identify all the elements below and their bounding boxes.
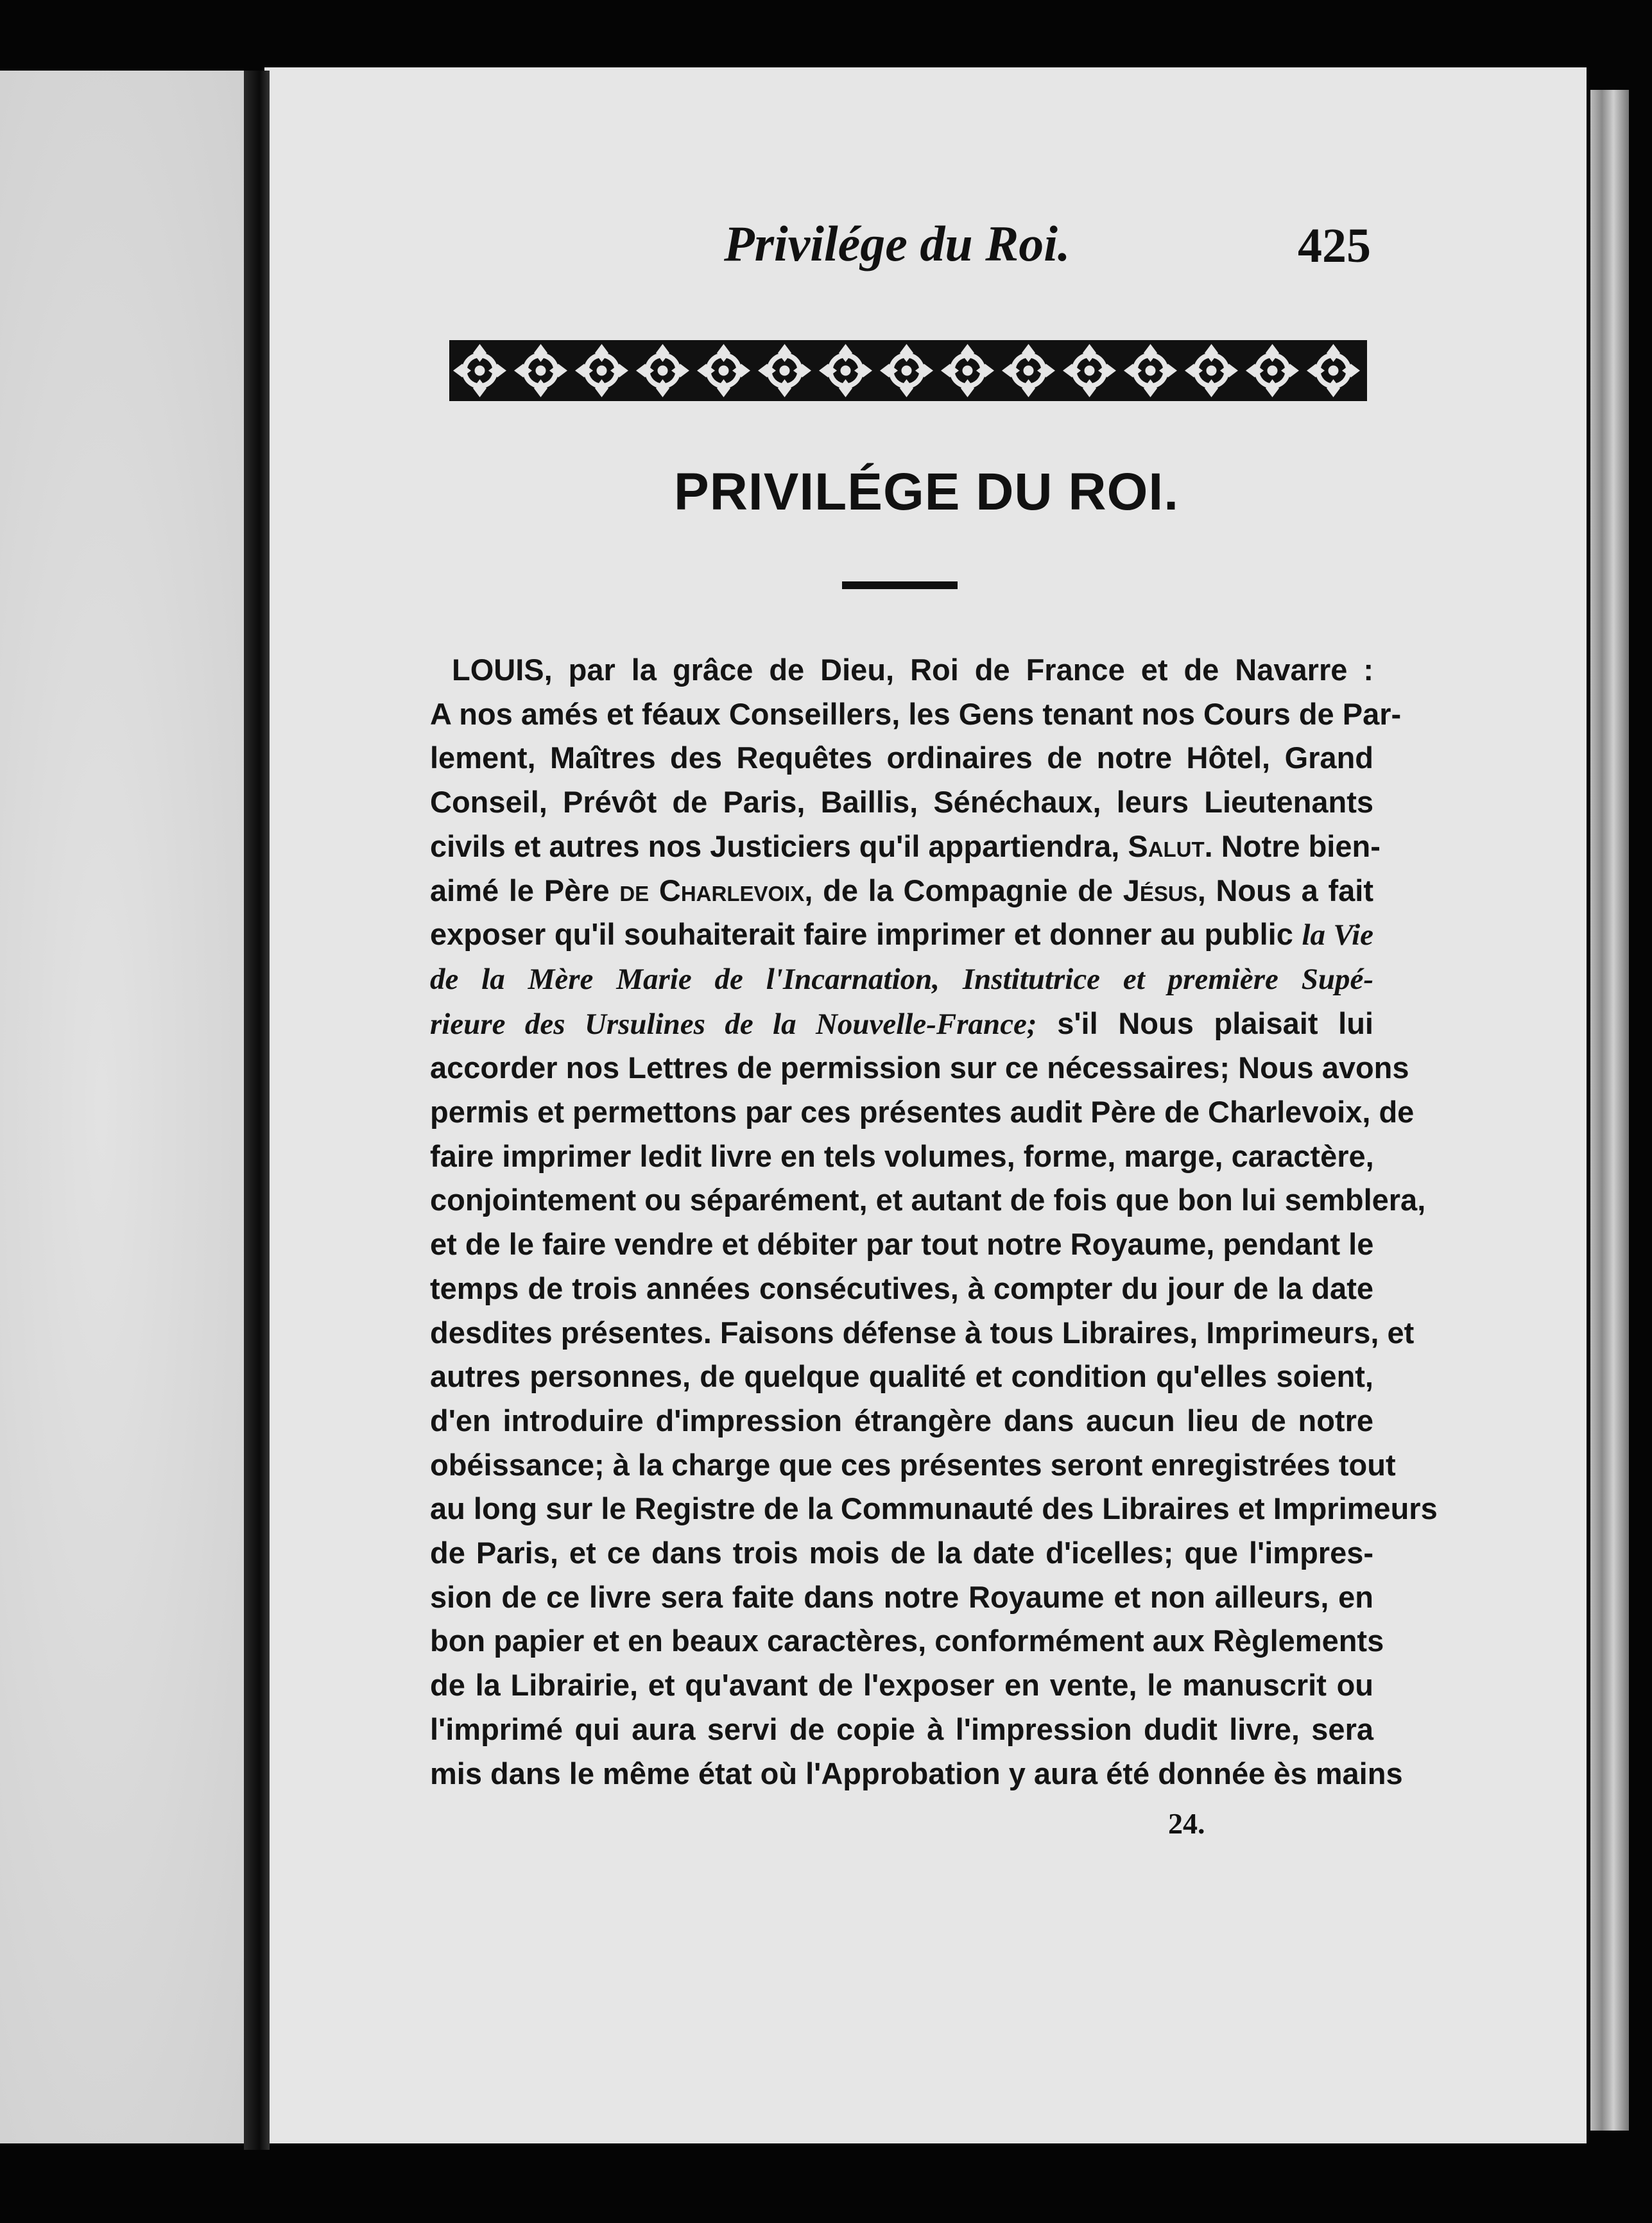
page-title: PRIVILÉGE DU ROI. bbox=[674, 463, 1179, 521]
page-number: 425 bbox=[1298, 219, 1371, 273]
book-title: de la Mère Marie de l'Incarnation, Institutrice et première Supé- bbox=[430, 962, 1373, 996]
salut-word: Salut. bbox=[1128, 828, 1213, 863]
text-line: d'en introduire d'impression étrangère dans aucun lieu de notre bbox=[430, 1403, 1373, 1438]
text-line: civils et autres nos Justiciers qu'il appartiendra, Salut. Notre bien- bbox=[430, 828, 1381, 863]
book-gutter bbox=[244, 71, 270, 2150]
signature-mark: 24. bbox=[1168, 1807, 1205, 1840]
text-line: sion de ce livre sera faite dans notre Royaume et non ailleurs, en bbox=[430, 1579, 1373, 1614]
charlevoix-name: de Charlevoix bbox=[619, 873, 805, 907]
text-line: Conseil, Prévôt de Paris, Baillis, Sénéchaux, leurs Lieutenants bbox=[430, 785, 1373, 820]
text-line: faire imprimer ledit livre en tels volumes, forme, marge, caractère, bbox=[430, 1138, 1374, 1173]
text-line: aimé le Père de Charlevoix, de la Compagnie de Jésus, Nous a fait bbox=[430, 873, 1374, 907]
text-line: exposer qu'il souhaiterait faire imprimer et donner au public la Vie bbox=[430, 917, 1374, 952]
book-title: la Vie bbox=[1302, 918, 1374, 952]
jesus-name: Jésus bbox=[1123, 873, 1198, 907]
text-line: A nos amés et féaux Conseillers, les Gens tenant nos Cours de Par- bbox=[430, 696, 1402, 731]
text-line: temps de trois années consécutives, à compter du jour de la date bbox=[430, 1271, 1373, 1305]
ornamental-band bbox=[449, 340, 1367, 401]
title-rule bbox=[842, 581, 958, 589]
text-line: conjointement ou séparément, et autant de fois que bon lui semblera, bbox=[430, 1183, 1426, 1217]
text-line: et de le faire vendre et débiter par tout notre Royaume, pendant le bbox=[430, 1227, 1374, 1262]
text-line: autres personnes, de quelque qualité et condition qu'elles soient, bbox=[430, 1359, 1373, 1394]
text-line: bon papier et en beaux caractères, conformément aux Règlements bbox=[430, 1624, 1384, 1658]
text-line: obéissance; à la charge que ces présentes seront enregistrées tout bbox=[430, 1447, 1396, 1482]
left-page bbox=[0, 71, 254, 2143]
text-line: desdites présentes. Faisons défense à tous Libraires, Imprimeurs, et bbox=[430, 1315, 1415, 1350]
text-line: l'imprimé qui aura servi de copie à l'impression dudit livre, sera bbox=[430, 1712, 1373, 1746]
text-line: accorder nos Lettres de permission sur ce nécessaires; Nous avons bbox=[430, 1051, 1409, 1085]
text-line: de Paris, et ce dans trois mois de la date d'icelles; que l'impres- bbox=[430, 1536, 1373, 1570]
text-line: permis et permettons par ces présentes audit Père de Charlevoix, de bbox=[430, 1095, 1415, 1129]
text-line: mis dans le même état où l'Approbation y aura été donnée ès mains bbox=[430, 1756, 1403, 1790]
text-line: au long sur le Registre de la Communauté des Libraires et Imprimeurs bbox=[430, 1491, 1438, 1526]
book-title: rieure des Ursulines de la Nouvelle-France; bbox=[430, 1007, 1037, 1041]
text-line: de la Librairie, et qu'avant de l'exposer en vente, le manuscrit ou bbox=[430, 1668, 1373, 1703]
running-title: Privilége du Roi. bbox=[724, 216, 1071, 271]
privilege-text bbox=[430, 648, 1438, 1796]
text-line: LOUIS, par la grâce de Dieu, Roi de France et de Navarre : bbox=[452, 653, 1373, 687]
text-line: lement, Maîtres des Requêtes ordinaires de notre Hôtel, Grand bbox=[430, 741, 1373, 775]
text-line: rieure des Ursulines de la Nouvelle-France; s'il Nous plaisait lui bbox=[430, 1006, 1373, 1041]
page-edge bbox=[1590, 90, 1629, 2131]
